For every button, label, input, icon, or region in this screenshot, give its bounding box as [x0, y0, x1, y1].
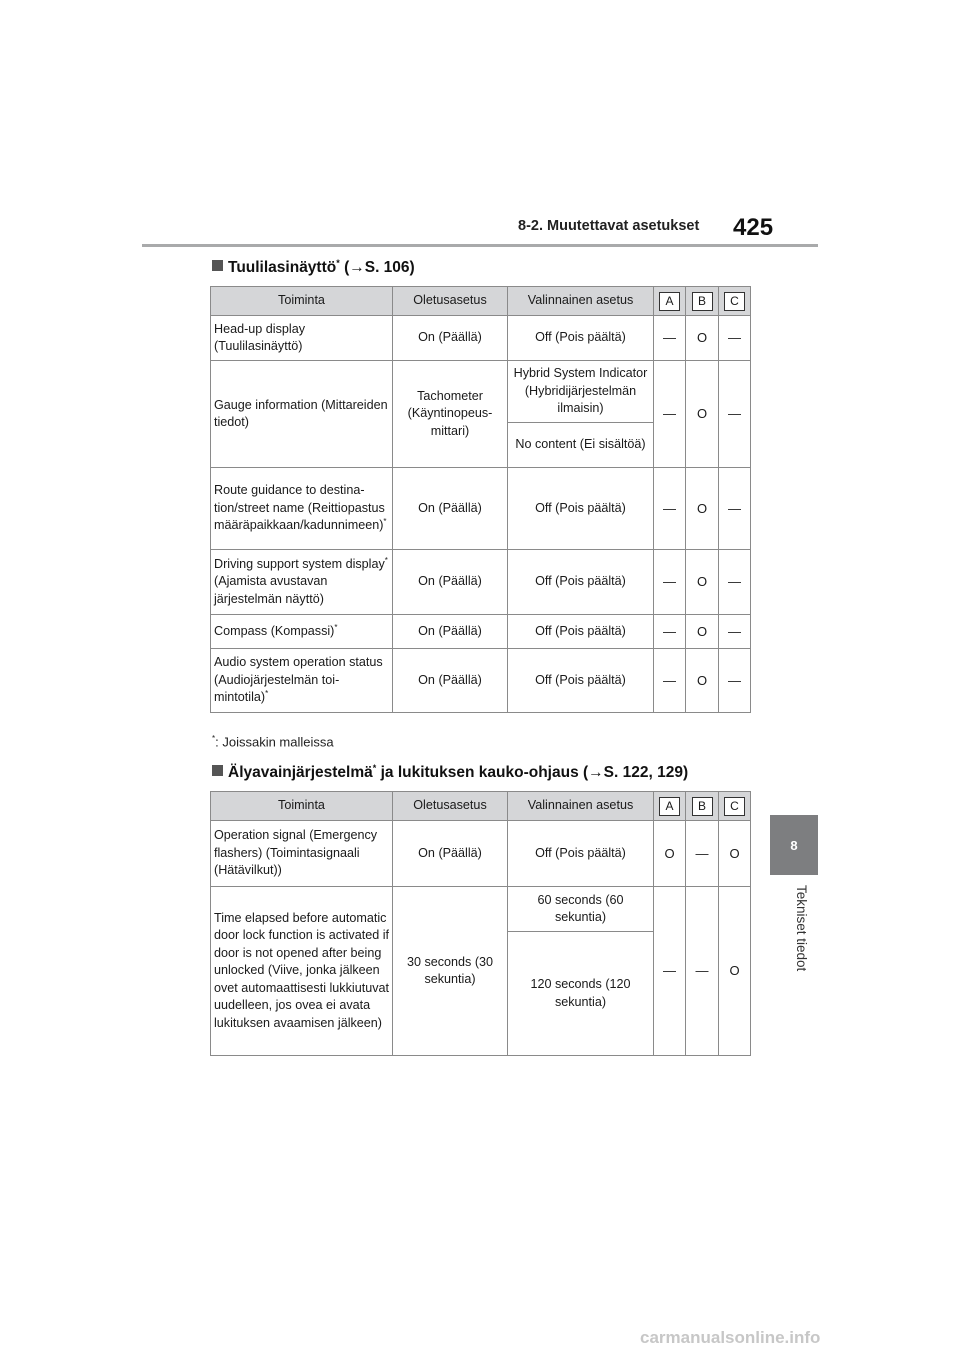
a-cell: — [654, 468, 686, 550]
page-number: 425 [733, 214, 774, 241]
letter-b-box: B [692, 797, 713, 816]
b-cell: O [686, 615, 719, 649]
square-bullet-icon [212, 765, 223, 776]
table-row [211, 887, 751, 932]
optional-cell: Off (Pois päältä) [508, 316, 654, 361]
column-header-optional: Valinnainen asetus [508, 287, 654, 316]
c-cell: — [719, 316, 751, 361]
function-cell: Time elapsed before automatic door lock function is activated if door is not opened after being unlocked (Viive, jonka jälkeen ovet automaattisesti lukkiutuvat uudelleen, jos ovea ei avata lukituksen avaamisen jälkeen) [211, 887, 393, 1056]
optional-cell: Off (Pois päältä) [508, 615, 654, 649]
b-cell: — [686, 887, 719, 1056]
a-cell: — [654, 649, 686, 713]
header-divider [142, 244, 818, 247]
optional-cell: 120 seconds (120 sekuntia) [508, 932, 654, 1056]
column-header-c [719, 287, 751, 316]
column-header-b [686, 287, 719, 316]
a-cell: — [654, 316, 686, 361]
section-heading-head-up: Tuulilasinäyttö* (→S. 106) [212, 258, 415, 277]
column-header-c [719, 792, 751, 821]
chapter-tab[interactable]: 8 [770, 815, 818, 875]
function-cell: Operation signal (Emergency flashers) (Toimintasignaali (Hätävilkut)) [211, 821, 393, 887]
c-cell: — [719, 361, 751, 468]
c-cell: — [719, 550, 751, 615]
optional-cell: 60 seconds (60 sekuntia) [508, 887, 654, 932]
optional-cell: No content (Ei sisältöä) [508, 423, 654, 468]
table-row [211, 615, 751, 649]
letter-b-box: B [692, 292, 713, 311]
b-cell: O [686, 649, 719, 713]
default-cell: Tachometer (Käyntinopeusmittari) [393, 361, 508, 468]
c-cell: O [719, 887, 751, 1056]
c-cell: — [719, 649, 751, 713]
settings-table-smart-key [210, 791, 751, 1056]
chapter-label: Tekniset tiedot [794, 885, 809, 972]
default-cell: 30 seconds (30 sekuntia) [393, 887, 508, 1056]
b-cell: O [686, 550, 719, 615]
table-row [211, 550, 751, 615]
a-cell: — [654, 615, 686, 649]
letter-a-box: A [659, 292, 680, 311]
table-row [211, 468, 751, 550]
section-title: 8-2. Muutettavat asetukset [518, 218, 700, 234]
table-row [211, 649, 751, 713]
optional-cell: Off (Pois päältä) [508, 821, 654, 887]
default-cell: On (Päällä) [393, 615, 508, 649]
c-cell: O [719, 821, 751, 887]
table-header-row [211, 287, 751, 316]
table-row [211, 821, 751, 887]
b-cell: — [686, 821, 719, 887]
watermark: carmanualsonline.info [640, 1328, 821, 1347]
function-cell: Audio system operation status (Audiojärjestelmän toimintotila)* [211, 649, 393, 713]
a-cell: — [654, 361, 686, 468]
letter-c-box: C [724, 292, 745, 311]
optional-cell: Off (Pois päältä) [508, 649, 654, 713]
c-cell: — [719, 615, 751, 649]
column-header-a [654, 287, 686, 316]
optional-cell: Hybrid System Indicator (Hybridijärjestelmän ilmaisin) [508, 361, 654, 423]
default-cell: On (Päällä) [393, 468, 508, 550]
column-header-a [654, 792, 686, 821]
section-heading-smart-key: Älyavainjärjestelmä* ja lukituksen kauko-ohjaus (→S. 122, 129) [212, 763, 688, 782]
table-row [211, 361, 751, 423]
column-header-b [686, 792, 719, 821]
column-header-optional: Valinnainen asetus [508, 792, 654, 821]
function-cell: Route guidance to destination/street name (Reittiopastus määräpaikkaan/kadunnimeen)* [211, 468, 393, 550]
b-cell: O [686, 468, 719, 550]
function-cell: Driving support system display* (Ajamista avustavan järjestelmän näyttö) [211, 550, 393, 615]
column-header-function: Toiminta [211, 792, 393, 821]
square-bullet-icon [212, 260, 223, 271]
column-header-function: Toiminta [211, 287, 393, 316]
table-row [211, 316, 751, 361]
table-header-row [211, 792, 751, 821]
default-cell: On (Päällä) [393, 316, 508, 361]
default-cell: On (Päällä) [393, 649, 508, 713]
footnote: *: Joissakin malleissa [212, 734, 334, 750]
settings-table-head-up [210, 286, 751, 713]
c-cell: — [719, 468, 751, 550]
letter-a-box: A [659, 797, 680, 816]
a-cell: — [654, 550, 686, 615]
optional-cell: Off (Pois päältä) [508, 468, 654, 550]
default-cell: On (Päällä) [393, 821, 508, 887]
b-cell: O [686, 361, 719, 468]
b-cell: O [686, 316, 719, 361]
function-cell: Gauge information (Mittareiden tiedot) [211, 361, 393, 468]
optional-cell: Off (Pois päältä) [508, 550, 654, 615]
default-cell: On (Päällä) [393, 550, 508, 615]
a-cell: O [654, 821, 686, 887]
a-cell: — [654, 887, 686, 1056]
letter-c-box: C [724, 797, 745, 816]
column-header-default: Oletusasetus [393, 287, 508, 316]
column-header-default: Oletusasetus [393, 792, 508, 821]
function-cell: Compass (Kompassi)* [211, 615, 393, 649]
function-cell: Head-up display (Tuulilasinäyttö) [211, 316, 393, 361]
